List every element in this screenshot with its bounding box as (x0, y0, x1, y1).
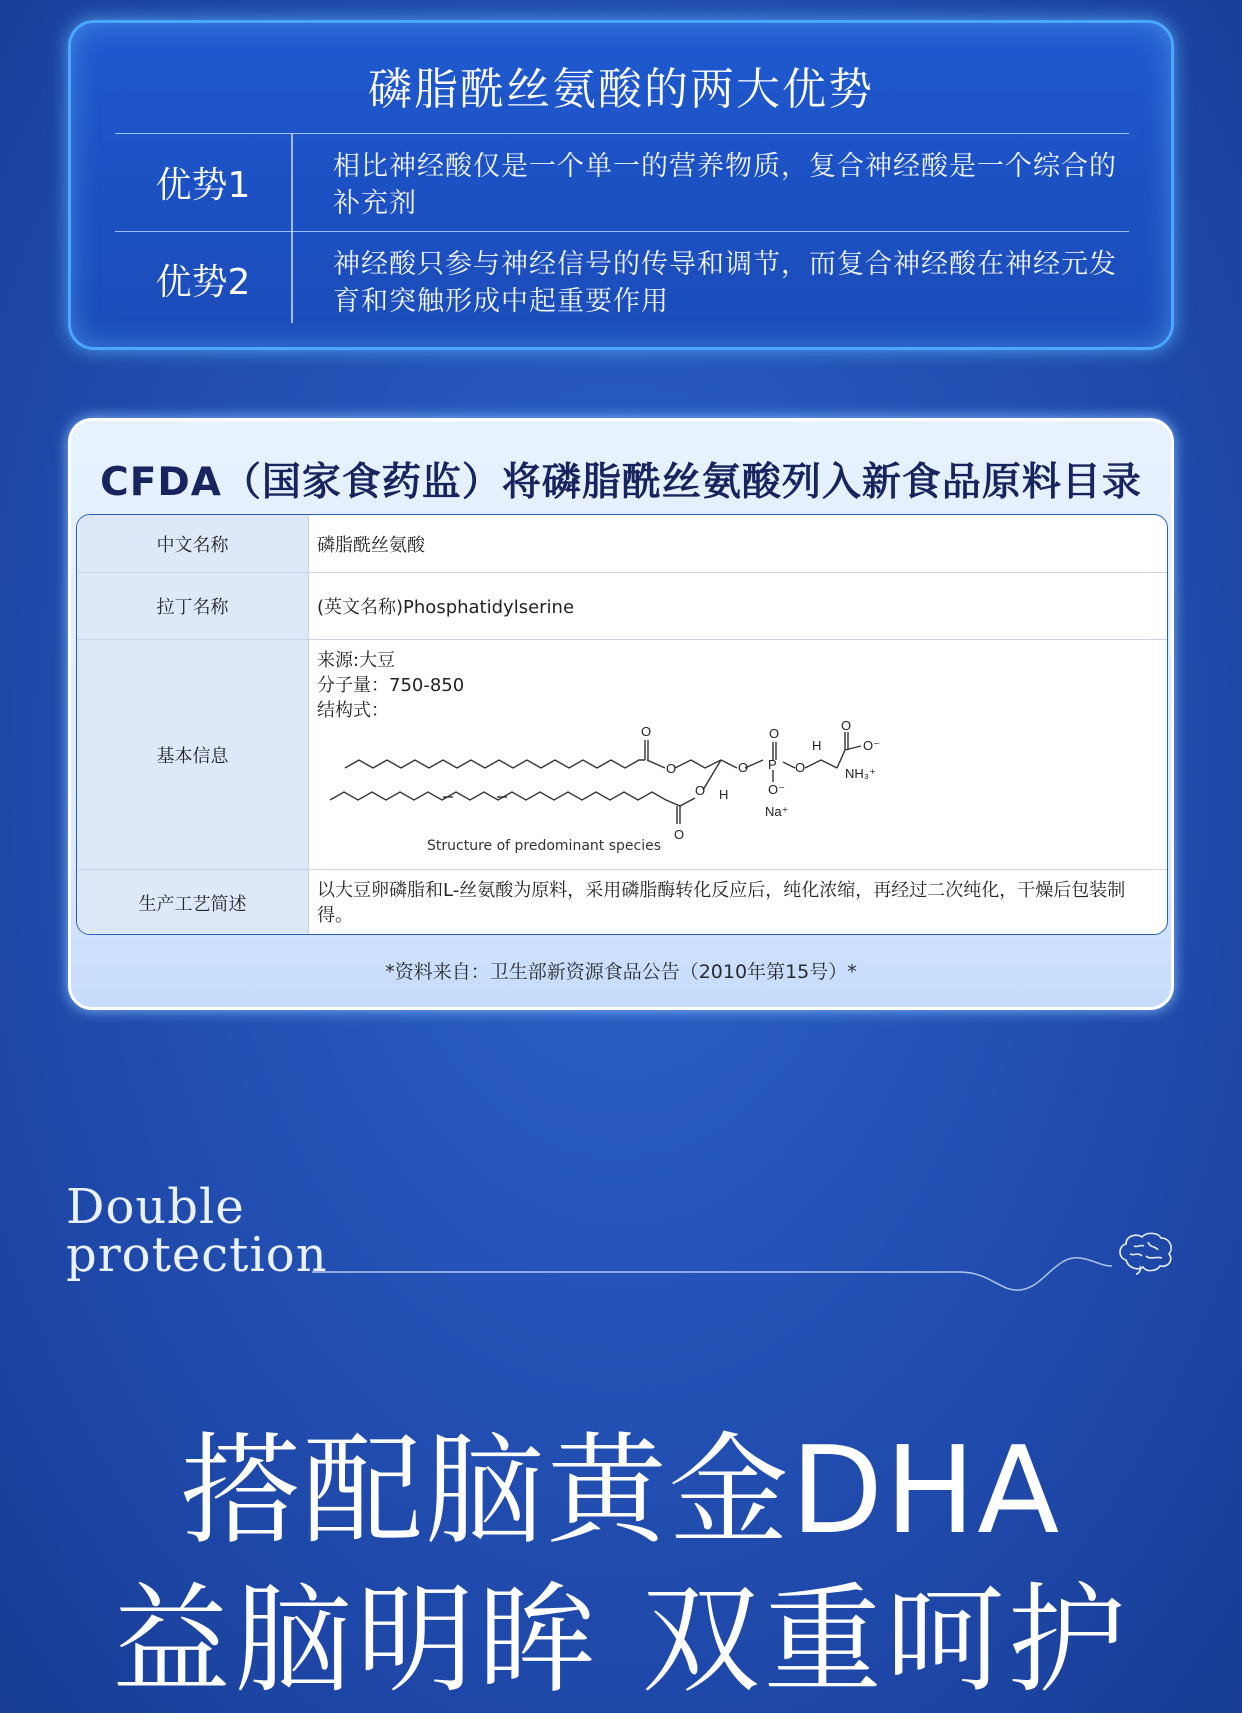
table-value: 以大豆卵磷脂和L-丝氨酸为原料，采用磷脂酶转化反应后，纯化浓缩，再经过二次纯化，干燥后包装制得。 (317, 880, 1126, 926)
svg-text:O: O (738, 760, 749, 775)
svg-text:O: O (695, 783, 706, 798)
advantage-label: 优势2 (155, 262, 251, 303)
table-row (77, 515, 1167, 573)
headline-dha: 搭配脑黄金DHA (180, 1422, 1062, 1561)
svg-text:Na⁺: Na⁺ (765, 804, 789, 819)
section-english-line2: protection (66, 1227, 328, 1283)
table-row (77, 870, 1167, 935)
table-label: 生产工艺简述 (77, 870, 309, 935)
advantage-row (115, 133, 1129, 231)
table-value-basic-info (317, 640, 1159, 869)
svg-text:P: P (768, 757, 777, 772)
table-label: 拉丁名称 (77, 573, 309, 639)
table-value: (英文名称)Phosphatidylserine (317, 597, 575, 618)
table-row (77, 640, 1167, 870)
svg-text:O: O (666, 761, 677, 776)
svg-text:O: O (769, 726, 780, 741)
cfda-title: CFDA（国家食药监）将磷脂酰丝氨酸列入新食品原料目录 (100, 460, 1142, 505)
advantage-label: 优势1 (155, 165, 251, 206)
table-label: 中文名称 (77, 515, 309, 572)
svg-text:O: O (674, 827, 685, 842)
svg-text:O: O (841, 720, 852, 733)
advantage-row (115, 231, 1129, 327)
cfda-table (76, 514, 1168, 935)
svg-text:H: H (719, 787, 729, 802)
section-english-line1: Double (66, 1179, 245, 1235)
section-english-heading (66, 1179, 328, 1283)
brain-icon (1116, 1230, 1176, 1276)
advantage-text: 相比神经酸仅是一个单一的营养物质，复合神经酸是一个综合的补充剂 (333, 151, 1117, 219)
svg-text:NH₃⁺: NH₃⁺ (845, 766, 876, 781)
table-value: 磷脂酰丝氨酸 (317, 534, 425, 556)
svg-text:H: H (812, 738, 822, 753)
structure-caption: Structure of predominant species (427, 838, 662, 854)
svg-text:O⁻: O⁻ (863, 738, 880, 753)
structure-label: 结构式： (317, 700, 389, 721)
molecular-weight-line: 分子量：750-850 (317, 675, 465, 696)
svg-text:O⁻: O⁻ (768, 782, 785, 797)
source-line: 来源:大豆 (317, 650, 396, 671)
table-label: 基本信息 (77, 640, 309, 869)
advantages-card (68, 20, 1174, 350)
advantage-text: 神经酸只参与神经信号的传导和调节，而复合神经酸在神经元发育和突触形成中起重要作用 (333, 249, 1117, 317)
source-note: *资料来自：卫生部新资源食品公告（2010年第15号）* (385, 961, 857, 983)
headline-double-care: 益脑明眸 双重呵护 (112, 1571, 1130, 1709)
cfda-card (68, 418, 1174, 1010)
svg-text:O: O (795, 760, 806, 775)
table-row (77, 573, 1167, 640)
svg-text:O: O (641, 724, 652, 739)
advantages-title: 磷脂酰丝氨酸的两大优势 (368, 64, 874, 115)
